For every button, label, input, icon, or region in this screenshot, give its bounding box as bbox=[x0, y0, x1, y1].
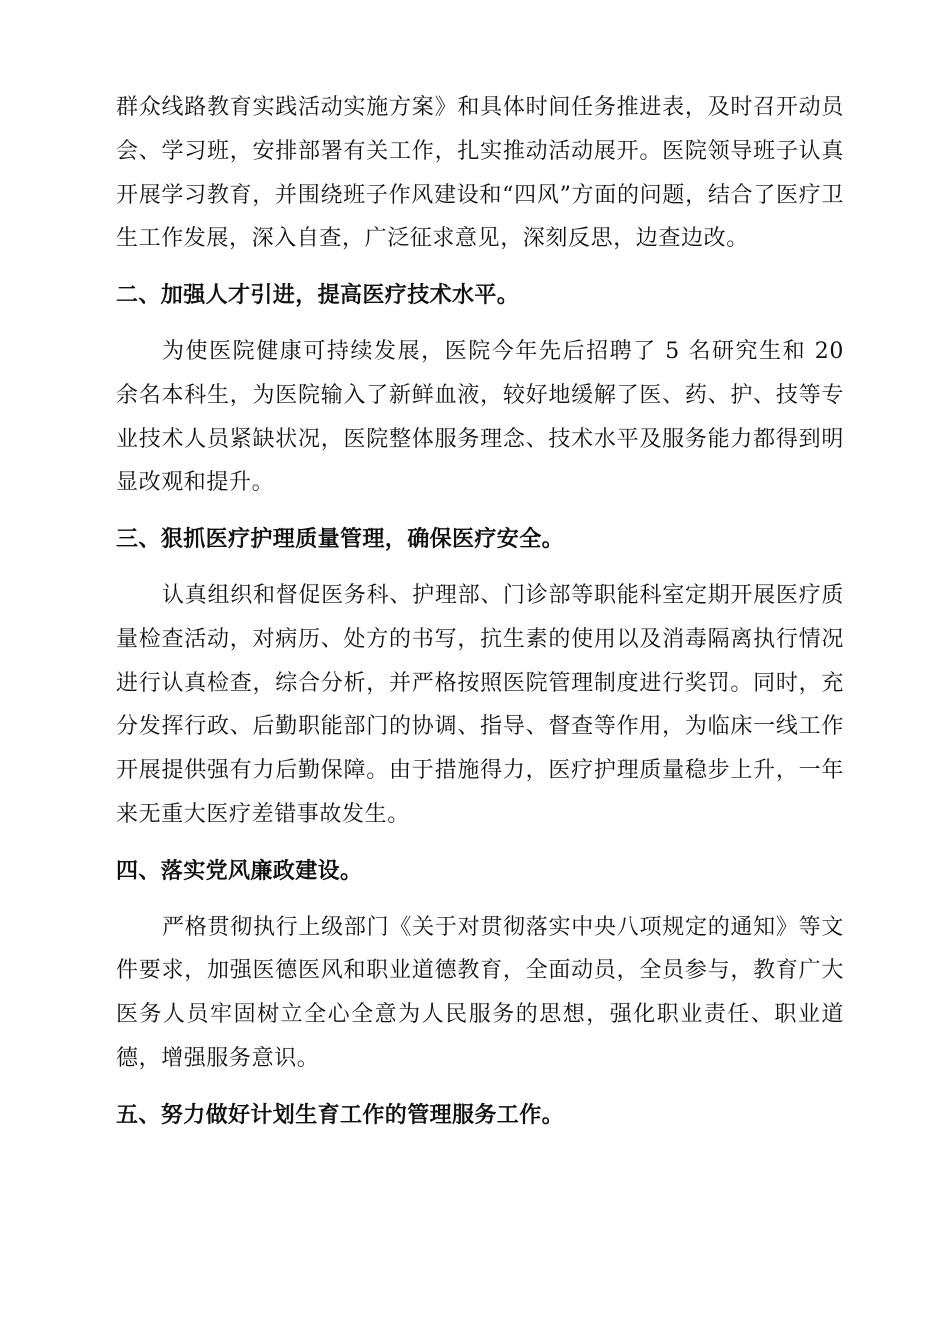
document-body bbox=[116, 86, 844, 1138]
heading-talent-introduction: 二、加强人才引进，提高医疗技术水平。 bbox=[116, 283, 520, 309]
paragraph-activity-plan: 群众线路教育实践活动实施方案》和具体时间任务推进表，及时召开动员会、学习班，安排部署有关工作，扎实推动活动展开。医院领导班子认真开展学习教育，并围绕班子作风建设和“四风”方面的问题，结合了医疗卫生工作发展，深入自查，广泛征求意见，深刻反思，边查边改。 bbox=[116, 95, 844, 252]
paragraph-party-integrity: 严格贯彻执行上级部门《关于对贯彻落实中央八项规定的通知》等文件要求，加强医德医风和职业道德教育，全面动员，全员参与，教育广大医务人员牢固树立全心全意为人民服务的思想，强化职业责任、职业道德，增强服务意识。 bbox=[116, 914, 844, 1071]
paragraph-talent-introduction: 为使医院健康可持续发展，医院今年先后招聘了 5 名研究生和 20 余名本科生，为医院输入了新鲜血液，较好地缓解了医、药、护、技等专业技术人员紧缺状况，医院整体服务理念、技术水平及服务能力都得到明显改观和提升。 bbox=[116, 338, 844, 496]
heading-party-integrity: 四、落实党风廉政建设。 bbox=[116, 858, 363, 884]
paragraph-quality-management: 认真组织和督促医务科、护理部、门诊部等职能科室定期开展医疗质量检查活动，对病历、处方的书写，抗生素的使用以及消毒隔离执行情况进行认真检查，综合分析，并严格按照医院管理制度进行奖罚。同时，充分发挥行政、后勤职能部门的协调、指导、督查等作用，为临床一线工作开展提供强有力后勤保障。由于措施得力，医疗护理质量稳步上升，一年来无重大医疗差错事故发生。 bbox=[116, 582, 844, 827]
heading-quality-management: 三、狠抓医疗护理质量管理，确保医疗安全。 bbox=[116, 527, 565, 553]
heading-family-planning: 五、努力做好计划生育工作的管理服务工作。 bbox=[116, 1102, 565, 1128]
